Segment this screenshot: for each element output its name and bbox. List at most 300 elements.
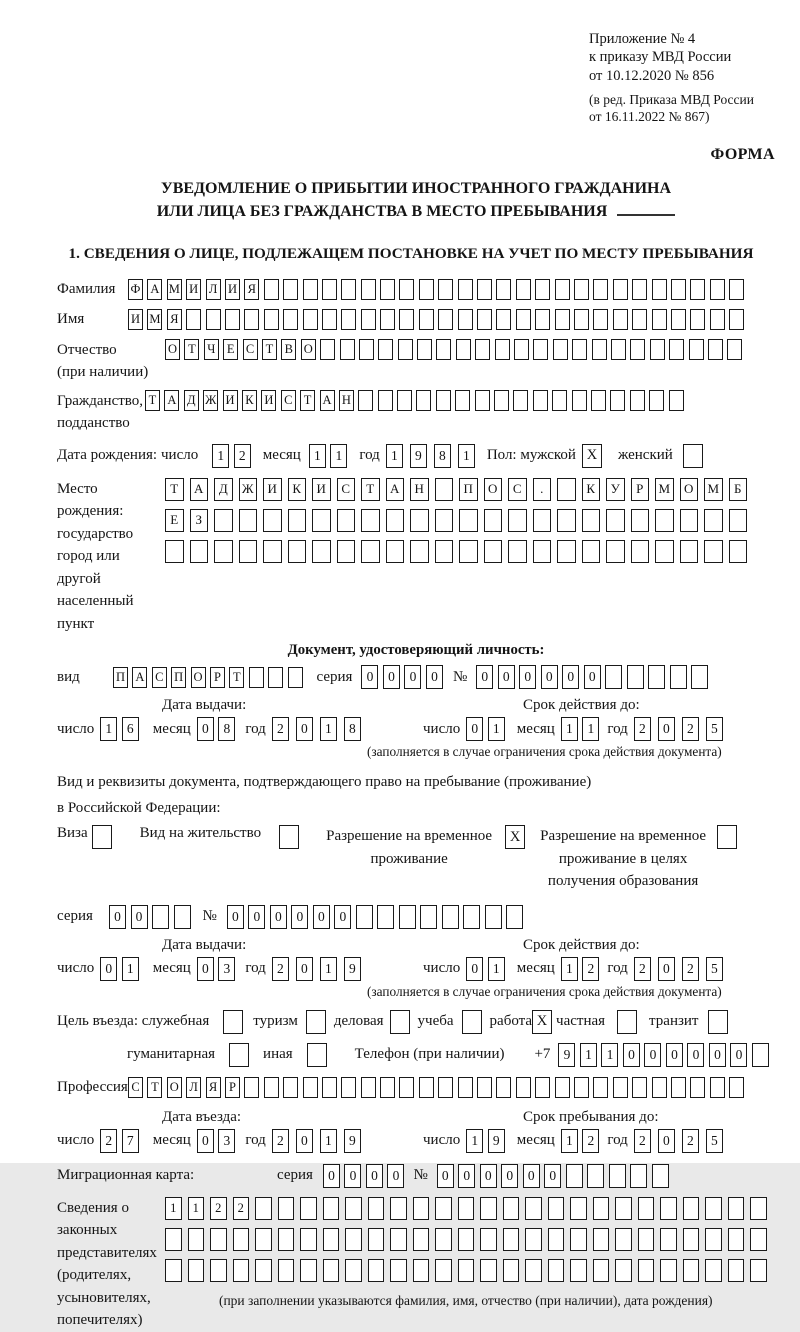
char-box[interactable]: 0 (658, 957, 675, 981)
char-box[interactable]: Я (244, 279, 259, 300)
char-box[interactable] (516, 279, 531, 300)
char-box[interactable]: И (223, 390, 238, 411)
purpose-tourism-checkbox[interactable] (306, 1010, 326, 1034)
char-box[interactable] (591, 390, 606, 411)
char-box[interactable] (458, 1197, 475, 1220)
char-box[interactable]: 0 (100, 957, 117, 981)
char-box[interactable] (399, 905, 416, 929)
char-box[interactable]: И (128, 309, 143, 330)
char-box[interactable] (615, 1228, 632, 1251)
char-box[interactable]: 0 (709, 1043, 726, 1067)
char-box[interactable] (615, 1197, 632, 1220)
char-box[interactable] (417, 339, 432, 360)
char-box[interactable]: 0 (361, 665, 378, 689)
char-box[interactable]: А (147, 279, 162, 300)
char-box[interactable] (728, 1259, 745, 1282)
char-box[interactable] (655, 509, 674, 532)
char-box[interactable] (555, 309, 570, 330)
char-box[interactable] (386, 540, 405, 563)
char-box[interactable] (660, 1259, 677, 1282)
char-box[interactable] (438, 279, 453, 300)
char-box[interactable] (660, 1228, 677, 1251)
char-box[interactable] (239, 509, 258, 532)
char-box[interactable]: С (243, 339, 258, 360)
char-box[interactable] (708, 339, 723, 360)
char-box[interactable]: Т (165, 478, 184, 501)
char-box[interactable] (419, 309, 434, 330)
char-box[interactable]: С (128, 1077, 143, 1098)
char-box[interactable]: 2 (582, 1129, 599, 1153)
char-box[interactable] (690, 279, 705, 300)
char-box[interactable] (632, 309, 647, 330)
char-box[interactable]: Е (165, 509, 184, 532)
char-box[interactable]: 0 (666, 1043, 683, 1067)
char-box[interactable]: М (655, 478, 674, 501)
char-box[interactable] (244, 309, 259, 330)
char-box[interactable] (555, 279, 570, 300)
char-box[interactable] (458, 309, 473, 330)
char-box[interactable] (436, 390, 451, 411)
char-box[interactable] (435, 1197, 452, 1220)
char-box[interactable] (278, 1259, 295, 1282)
char-box[interactable] (233, 1228, 250, 1251)
char-box[interactable] (288, 540, 307, 563)
char-box[interactable] (669, 390, 684, 411)
char-box[interactable] (496, 279, 511, 300)
char-box[interactable]: Р (631, 478, 650, 501)
purpose-official-checkbox[interactable] (223, 1010, 243, 1034)
char-box[interactable] (442, 905, 459, 929)
char-box[interactable]: Е (223, 339, 238, 360)
char-box[interactable]: 0 (344, 1164, 361, 1188)
char-box[interactable] (710, 309, 725, 330)
char-box[interactable]: 2 (634, 957, 651, 981)
char-box[interactable] (399, 279, 414, 300)
char-box[interactable] (345, 1197, 362, 1220)
char-box[interactable]: Д (184, 390, 199, 411)
char-box[interactable] (535, 309, 550, 330)
char-box[interactable] (650, 339, 665, 360)
purpose-humanitarian-checkbox[interactable] (229, 1043, 249, 1067)
char-box[interactable]: 2 (682, 1129, 699, 1153)
char-box[interactable] (380, 279, 395, 300)
char-box[interactable] (477, 279, 492, 300)
char-box[interactable] (323, 1228, 340, 1251)
char-box[interactable]: О (191, 667, 206, 688)
char-box[interactable]: 0 (197, 717, 214, 741)
char-box[interactable]: 6 (122, 717, 139, 741)
char-box[interactable] (300, 1197, 317, 1220)
char-box[interactable] (459, 509, 478, 532)
char-box[interactable] (638, 1228, 655, 1251)
char-box[interactable] (380, 309, 395, 330)
char-box[interactable] (503, 1197, 520, 1220)
char-box[interactable] (337, 509, 356, 532)
temp-residence-checkbox[interactable]: X (505, 825, 525, 849)
char-box[interactable] (320, 339, 335, 360)
char-box[interactable] (516, 309, 531, 330)
char-box[interactable]: Т (300, 390, 315, 411)
char-box[interactable] (475, 339, 490, 360)
char-box[interactable] (655, 540, 674, 563)
char-box[interactable] (533, 390, 548, 411)
char-box[interactable] (438, 309, 453, 330)
char-box[interactable]: М (147, 309, 162, 330)
purpose-business-checkbox[interactable] (390, 1010, 410, 1034)
char-box[interactable]: 0 (426, 665, 443, 689)
char-box[interactable] (557, 540, 576, 563)
char-box[interactable] (557, 478, 576, 501)
char-box[interactable] (729, 540, 748, 563)
char-box[interactable] (729, 509, 748, 532)
char-box[interactable] (552, 390, 567, 411)
char-box[interactable]: О (165, 339, 180, 360)
char-box[interactable] (165, 540, 184, 563)
char-box[interactable] (638, 1259, 655, 1282)
char-box[interactable] (593, 1259, 610, 1282)
char-box[interactable] (322, 1077, 337, 1098)
char-box[interactable] (574, 279, 589, 300)
char-box[interactable] (390, 1259, 407, 1282)
char-box[interactable]: Ж (203, 390, 218, 411)
char-box[interactable]: 1 (320, 717, 337, 741)
char-box[interactable] (361, 1077, 376, 1098)
char-box[interactable] (456, 339, 471, 360)
char-box[interactable] (535, 279, 550, 300)
char-box[interactable]: 9 (558, 1043, 575, 1067)
char-box[interactable] (729, 279, 744, 300)
char-box[interactable]: У (606, 478, 625, 501)
char-box[interactable]: 0 (730, 1043, 747, 1067)
char-box[interactable] (477, 309, 492, 330)
char-box[interactable] (680, 509, 699, 532)
char-box[interactable] (638, 1197, 655, 1220)
char-box[interactable] (632, 1077, 647, 1098)
char-box[interactable] (225, 309, 240, 330)
char-box[interactable]: 3 (218, 957, 235, 981)
char-box[interactable]: 0 (437, 1164, 454, 1188)
char-box[interactable]: М (704, 478, 723, 501)
char-box[interactable] (652, 1077, 667, 1098)
char-box[interactable]: О (680, 478, 699, 501)
char-box[interactable]: 2 (682, 717, 699, 741)
char-box[interactable]: 0 (466, 957, 483, 981)
char-box[interactable] (670, 665, 687, 689)
char-box[interactable] (613, 279, 628, 300)
char-box[interactable]: 2 (233, 1197, 250, 1220)
char-box[interactable] (609, 1164, 626, 1188)
char-box[interactable] (516, 1077, 531, 1098)
char-box[interactable] (574, 309, 589, 330)
char-box[interactable]: Т (262, 339, 277, 360)
char-box[interactable]: 0 (476, 665, 493, 689)
char-box[interactable]: Н (410, 478, 429, 501)
char-box[interactable]: А (132, 667, 147, 688)
char-box[interactable] (359, 339, 374, 360)
char-box[interactable]: Р (210, 667, 225, 688)
char-box[interactable] (435, 478, 454, 501)
char-box[interactable] (283, 279, 298, 300)
char-box[interactable] (210, 1259, 227, 1282)
char-box[interactable]: 0 (313, 905, 330, 929)
char-box[interactable]: 0 (466, 717, 483, 741)
char-box[interactable] (435, 1259, 452, 1282)
char-box[interactable] (186, 309, 201, 330)
char-box[interactable]: Ч (204, 339, 219, 360)
char-box[interactable] (361, 509, 380, 532)
purpose-other-checkbox[interactable] (307, 1043, 327, 1067)
char-box[interactable]: А (386, 478, 405, 501)
char-box[interactable] (705, 1228, 722, 1251)
char-box[interactable] (386, 509, 405, 532)
char-box[interactable] (264, 309, 279, 330)
char-box[interactable] (566, 1164, 583, 1188)
char-box[interactable] (690, 1077, 705, 1098)
char-box[interactable] (399, 1077, 414, 1098)
char-box[interactable] (631, 509, 650, 532)
char-box[interactable] (572, 390, 587, 411)
char-box[interactable] (630, 1164, 647, 1188)
char-box[interactable] (593, 1077, 608, 1098)
char-box[interactable] (458, 279, 473, 300)
char-box[interactable] (632, 279, 647, 300)
char-box[interactable]: 1 (466, 1129, 483, 1153)
char-box[interactable] (361, 540, 380, 563)
char-box[interactable]: 1 (309, 444, 326, 468)
char-box[interactable] (508, 509, 527, 532)
char-box[interactable] (496, 1077, 511, 1098)
char-box[interactable]: О (167, 1077, 182, 1098)
char-box[interactable] (283, 309, 298, 330)
char-box[interactable]: 9 (410, 444, 427, 468)
char-box[interactable] (255, 1228, 272, 1251)
char-box[interactable] (214, 540, 233, 563)
char-box[interactable] (593, 1197, 610, 1220)
char-box[interactable]: 0 (296, 957, 313, 981)
char-box[interactable] (533, 540, 552, 563)
char-box[interactable]: 0 (501, 1164, 518, 1188)
char-box[interactable] (480, 1228, 497, 1251)
char-box[interactable] (610, 390, 625, 411)
char-box[interactable]: 9 (488, 1129, 505, 1153)
char-box[interactable] (691, 665, 708, 689)
char-box[interactable] (188, 1259, 205, 1282)
char-box[interactable]: Т (184, 339, 199, 360)
char-box[interactable] (377, 905, 394, 929)
char-box[interactable] (606, 509, 625, 532)
char-box[interactable]: Н (339, 390, 354, 411)
char-box[interactable]: 0 (131, 905, 148, 929)
char-box[interactable] (592, 339, 607, 360)
char-box[interactable] (233, 1259, 250, 1282)
char-box[interactable]: 0 (623, 1043, 640, 1067)
char-box[interactable] (419, 279, 434, 300)
char-box[interactable]: 1 (188, 1197, 205, 1220)
char-box[interactable] (494, 390, 509, 411)
char-box[interactable] (503, 1228, 520, 1251)
char-box[interactable]: И (261, 390, 276, 411)
char-box[interactable] (484, 540, 503, 563)
char-box[interactable]: 2 (210, 1197, 227, 1220)
char-box[interactable] (582, 509, 601, 532)
char-box[interactable] (244, 1077, 259, 1098)
visa-checkbox[interactable] (92, 825, 112, 849)
char-box[interactable] (413, 1228, 430, 1251)
char-box[interactable]: 1 (458, 444, 475, 468)
char-box[interactable]: Т (229, 667, 244, 688)
char-box[interactable] (593, 279, 608, 300)
char-box[interactable]: Д (214, 478, 233, 501)
char-box[interactable]: 0 (541, 665, 558, 689)
char-box[interactable]: Ф (128, 279, 143, 300)
char-box[interactable]: 1 (320, 957, 337, 981)
char-box[interactable] (390, 1197, 407, 1220)
char-box[interactable] (303, 1077, 318, 1098)
char-box[interactable]: 0 (644, 1043, 661, 1067)
char-box[interactable]: П (459, 478, 478, 501)
char-box[interactable] (312, 540, 331, 563)
char-box[interactable] (397, 390, 412, 411)
char-box[interactable] (458, 1259, 475, 1282)
char-box[interactable]: И (225, 279, 240, 300)
char-box[interactable]: 0 (296, 717, 313, 741)
char-box[interactable] (368, 1228, 385, 1251)
char-box[interactable]: 2 (272, 717, 289, 741)
char-box[interactable] (239, 540, 258, 563)
char-box[interactable] (410, 540, 429, 563)
char-box[interactable] (174, 905, 191, 929)
char-box[interactable] (508, 540, 527, 563)
char-box[interactable]: 0 (498, 665, 515, 689)
char-box[interactable] (288, 509, 307, 532)
char-box[interactable] (630, 339, 645, 360)
char-box[interactable]: Ж (239, 478, 258, 501)
char-box[interactable]: А (190, 478, 209, 501)
char-box[interactable] (570, 1197, 587, 1220)
char-box[interactable] (278, 1228, 295, 1251)
char-box[interactable] (480, 1197, 497, 1220)
purpose-private-checkbox[interactable] (617, 1010, 637, 1034)
char-box[interactable] (361, 309, 376, 330)
char-box[interactable] (750, 1197, 767, 1220)
char-box[interactable] (438, 1077, 453, 1098)
char-box[interactable] (341, 279, 356, 300)
char-box[interactable] (704, 540, 723, 563)
char-box[interactable] (630, 390, 645, 411)
char-box[interactable]: 0 (227, 905, 244, 929)
char-box[interactable]: К (242, 390, 257, 411)
char-box[interactable] (378, 339, 393, 360)
char-box[interactable] (710, 1077, 725, 1098)
char-box[interactable]: 0 (197, 1129, 214, 1153)
char-box[interactable] (548, 1228, 565, 1251)
char-box[interactable] (652, 309, 667, 330)
char-box[interactable]: 0 (334, 905, 351, 929)
char-box[interactable]: 0 (523, 1164, 540, 1188)
char-box[interactable]: Я (206, 1077, 221, 1098)
char-box[interactable] (283, 1077, 298, 1098)
char-box[interactable]: И (263, 478, 282, 501)
char-box[interactable] (525, 1197, 542, 1220)
char-box[interactable] (152, 905, 169, 929)
char-box[interactable]: 0 (687, 1043, 704, 1067)
char-box[interactable]: 1 (561, 1129, 578, 1153)
char-box[interactable] (496, 309, 511, 330)
char-box[interactable]: 7 (122, 1129, 139, 1153)
char-box[interactable] (652, 279, 667, 300)
sex-male-checkbox[interactable]: X (582, 444, 602, 468)
temp-residence-edu-checkbox[interactable] (717, 825, 737, 849)
char-box[interactable] (671, 279, 686, 300)
char-box[interactable] (264, 279, 279, 300)
char-box[interactable] (459, 540, 478, 563)
char-box[interactable] (380, 1077, 395, 1098)
char-box[interactable] (463, 905, 480, 929)
char-box[interactable] (264, 1077, 279, 1098)
char-box[interactable] (613, 309, 628, 330)
char-box[interactable] (557, 509, 576, 532)
char-box[interactable]: П (113, 667, 128, 688)
char-box[interactable]: 1 (488, 717, 505, 741)
char-box[interactable]: 5 (706, 957, 723, 981)
char-box[interactable]: 2 (682, 957, 699, 981)
char-box[interactable]: 9 (344, 957, 361, 981)
char-box[interactable] (323, 1197, 340, 1220)
char-box[interactable] (410, 509, 429, 532)
char-box[interactable] (165, 1259, 182, 1282)
char-box[interactable] (303, 309, 318, 330)
char-box[interactable] (300, 1228, 317, 1251)
char-box[interactable] (648, 665, 665, 689)
char-box[interactable] (413, 1259, 430, 1282)
char-box[interactable]: 3 (218, 1129, 235, 1153)
char-box[interactable] (533, 509, 552, 532)
char-box[interactable] (548, 1259, 565, 1282)
char-box[interactable] (323, 1259, 340, 1282)
char-box[interactable]: Л (206, 279, 221, 300)
char-box[interactable] (361, 279, 376, 300)
char-box[interactable]: 2 (634, 1129, 651, 1153)
char-box[interactable] (582, 540, 601, 563)
char-box[interactable]: Б (729, 478, 748, 501)
char-box[interactable] (368, 1259, 385, 1282)
char-box[interactable] (322, 279, 337, 300)
char-box[interactable] (413, 1197, 430, 1220)
char-box[interactable] (288, 667, 303, 688)
char-box[interactable]: С (281, 390, 296, 411)
char-box[interactable] (503, 1259, 520, 1282)
char-box[interactable] (555, 1077, 570, 1098)
char-box[interactable]: . (533, 478, 552, 501)
char-box[interactable] (419, 1077, 434, 1098)
char-box[interactable]: 1 (320, 1129, 337, 1153)
char-box[interactable] (337, 540, 356, 563)
char-box[interactable] (303, 279, 318, 300)
char-box[interactable] (689, 339, 704, 360)
char-box[interactable] (525, 1228, 542, 1251)
char-box[interactable] (587, 1164, 604, 1188)
char-box[interactable] (300, 1259, 317, 1282)
char-box[interactable] (660, 1197, 677, 1220)
char-box[interactable]: 9 (344, 1129, 361, 1153)
char-box[interactable] (480, 1259, 497, 1282)
char-box[interactable] (750, 1259, 767, 1282)
char-box[interactable] (533, 339, 548, 360)
char-box[interactable] (683, 1259, 700, 1282)
char-box[interactable] (416, 390, 431, 411)
char-box[interactable] (671, 309, 686, 330)
char-box[interactable] (484, 509, 503, 532)
